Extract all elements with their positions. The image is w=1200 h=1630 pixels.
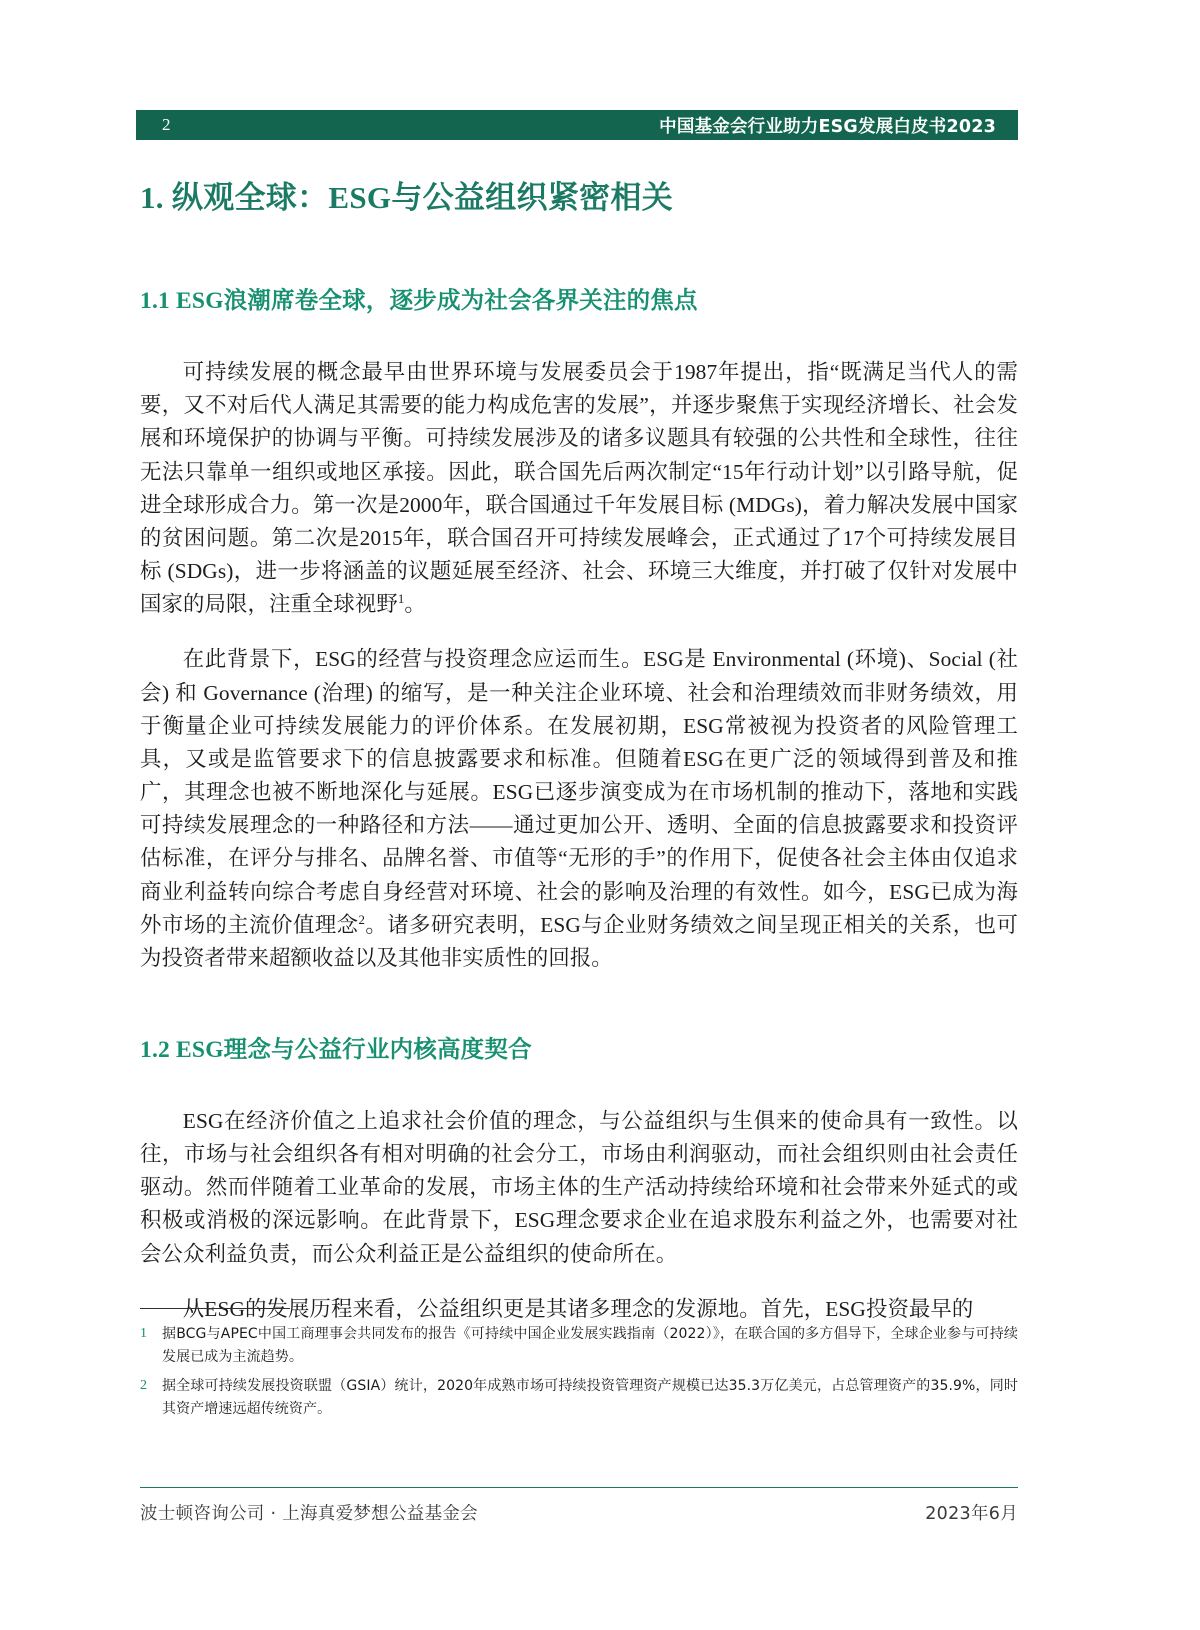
- footnote-item: [140, 1375, 1018, 1420]
- footnote-ref-2[interactable]: 2: [358, 912, 366, 927]
- page-footer: [140, 1500, 1018, 1525]
- section-heading-1-1: 1.1 ESG浪潮席卷全球，逐步成为社会各界关注的焦点: [140, 288, 698, 315]
- spacer: [140, 1067, 1018, 1105]
- paragraph-4: 从ESG的发展历程来看，公益组织更是其诸多理念的发源地。首先，ESG投资最早的: [182, 1296, 974, 1321]
- chapter-heading: 1. 纵观全球：ESG与公益组织紧密相关: [140, 180, 674, 215]
- spacer: [140, 621, 1018, 643]
- paragraph-2-text: 在此背景下，ESG的经营与投资理念应运而生。ESG是 Environmental (环境)、Social (社会) 和 Governance (治理) 的缩写，是一种关注企业环境、社会和治理绩效而非财务绩效，用于衡量企业可持续发展能力的评价体系。在发展初期，ESG常被视为投资者的风险管理工具，又或是监管要求下的信息披露要求和标准。但随着ESG在更广泛的领域得到普及和推广，其理念也被不断地深化与延展。ESG已逐步演变成为在市场机制的推动下，落地和实践可持续发展理念的一种路径和方法——通过更加公开、透明、全面的信息披露要求和投资评估标准，在评分与排名、品牌名誉、市值等“无形的手”的作用下，促使各社会主体由仅追求商业利益转向综合考虑自身经营对环境、社会的影响及治理的有效性。如今，ESG已成为海外市场的主流价值理念: [140, 647, 1018, 937]
- footnote-number: 1: [140, 1326, 147, 1341]
- footnotes-block: [140, 1308, 1018, 1428]
- paragraph-1-text: 可持续发展的概念最早由世界环境与发展委员会于1987年提出，指“既满足当代人的需要，又不对后代人满足其需要的能力构成危害的发展”，并逐步聚焦于实现经济增长、社会发展和环境保护的协调与平衡。可持续发展涉及的诸多议题具有较强的公共性和全球性，往往无法只靠单一组织或地区承接。因此，联合国先后两次制定“15年行动计划”以引路导航，促进全球形成合力。第一次是2000年，联合国通过千年发展目标 (MDGs)，着力解决发展中国家的贫困问题。第二次是2015年，联合国召开可持续发展峰会，正式通过了17个可持续发展目标 (SDGs)，进一步将涵盖的议题延展至经济、社会、环境三大维度，并打破了仅针对发展中国家的局限，注重全球视野: [140, 360, 1018, 617]
- spacer: [140, 975, 1018, 1035]
- footnote-separator-rule: [140, 1308, 290, 1309]
- footnote-item: [140, 1323, 1018, 1368]
- page-number: 2: [162, 115, 171, 134]
- spacer: [140, 1271, 1018, 1293]
- document-title: 中国基金会行业助力ESG发展白皮书2023: [659, 116, 996, 137]
- footnote-number: 2: [140, 1378, 147, 1394]
- spacer: [140, 318, 1018, 356]
- section-heading-1-2: 1.2 ESG理念与公益行业内核高度契合: [140, 1037, 532, 1064]
- footnote-ref-1[interactable]: 1: [397, 592, 405, 607]
- spacer: [140, 218, 1018, 286]
- footnote-text: 据全球可持续发展投资联盟（GSIA）统计，2020年成熟市场可持续投资管理资产规模已达35.3万亿美元，占总管理资产的35.9%，同时其资产增速远超传统资产。: [162, 1378, 1018, 1418]
- page-header-bar: [136, 110, 1018, 140]
- paragraph-1: [140, 356, 1018, 621]
- footnote-text: 据BCG与APEC中国工商理事会共同发布的报告《可持续中国企业发展实践指南（2022）》，在联合国的多方倡导下，全球企业参与可持续发展已成为主流趋势。: [162, 1326, 1018, 1365]
- paragraph-1-tail: 。: [404, 592, 426, 617]
- footer-date: 2023年6月: [925, 1504, 1018, 1524]
- footer-separator-rule: [140, 1487, 1018, 1488]
- footer-organizations: 波士顿咨询公司 · 上海真爱梦想公益基金会: [140, 1504, 478, 1524]
- paragraph-3: ESG在经济价值之上追求社会价值的理念，与公益组织与生俱来的使命具有一致性。以往，市场与社会组织各有相对明确的社会分工，市场由利润驱动，而社会组织则由社会责任驱动。然而伴随着工业革命的发展，市场主体的生产活动持续给环境和社会带来外延式的或积极或消极的深远影响。在此背景下，ESG理念要求企业在追求股东利益之外，也需要对社会公众利益负责，而公众利益正是公益组织的使命所在。: [140, 1108, 1018, 1266]
- paragraph-2: [140, 643, 1018, 975]
- page-content: [140, 178, 1018, 1326]
- paragraph-2-tail: 。诸多研究表明，ESG与企业财务绩效之间呈现正相关的关系，也可为投资者带来超额收益以及其他非实质性的回报。: [140, 912, 1018, 970]
